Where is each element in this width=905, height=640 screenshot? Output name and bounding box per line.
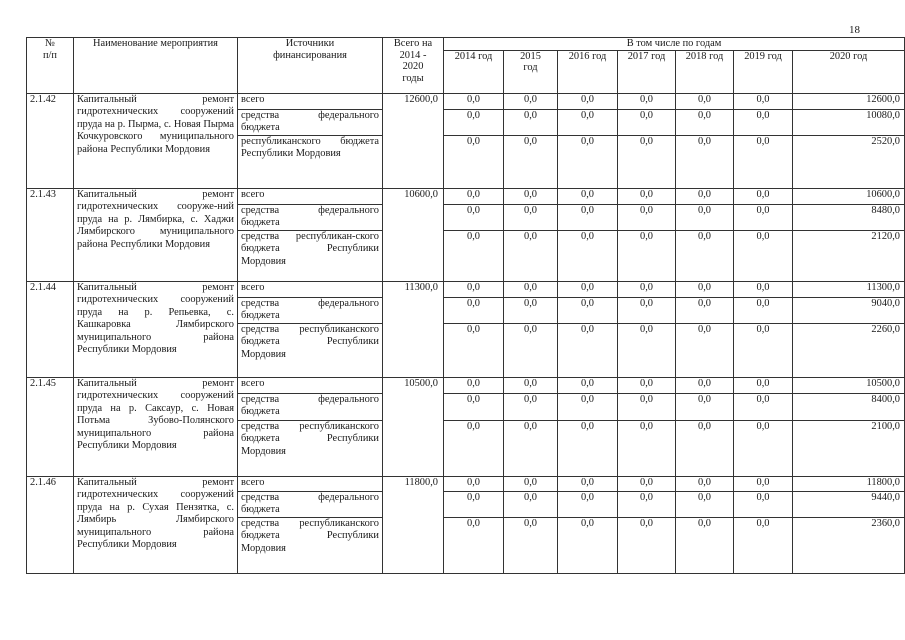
year-value: 0,0 bbox=[558, 517, 618, 573]
funding-source: республиканского бюджета Республики Мордовия bbox=[238, 135, 383, 188]
year-value: 0,0 bbox=[734, 230, 793, 281]
year-value: 0,0 bbox=[504, 297, 558, 323]
year-value: 0,0 bbox=[734, 109, 793, 135]
year-value: 0,0 bbox=[444, 188, 504, 204]
year-value: 0,0 bbox=[734, 135, 793, 188]
year-value: 0,0 bbox=[504, 230, 558, 281]
year-value: 0,0 bbox=[444, 476, 504, 491]
year-value: 0,0 bbox=[676, 393, 734, 420]
year-value: 0,0 bbox=[504, 491, 558, 517]
year-value: 0,0 bbox=[676, 377, 734, 393]
measure-number: 2.1.46 bbox=[27, 476, 74, 573]
funding-source: всего bbox=[238, 93, 383, 109]
year-value: 11800,0 bbox=[793, 476, 905, 491]
year-value: 0,0 bbox=[676, 109, 734, 135]
year-value: 0,0 bbox=[444, 323, 504, 377]
year-value: 10080,0 bbox=[793, 109, 905, 135]
header-year-2014: 2014 год bbox=[444, 50, 504, 93]
year-value: 10500,0 bbox=[793, 377, 905, 393]
year-value: 0,0 bbox=[444, 420, 504, 476]
funding-source: средства республикан-ского бюджета Республики Мордовия bbox=[238, 230, 383, 281]
total-value: 12600,0 bbox=[383, 93, 444, 188]
year-value: 0,0 bbox=[676, 476, 734, 491]
year-value: 0,0 bbox=[618, 476, 676, 491]
year-value: 0,0 bbox=[444, 491, 504, 517]
measure-number: 2.1.43 bbox=[27, 188, 74, 281]
year-value: 0,0 bbox=[504, 281, 558, 297]
header-year-2020: 2020 год bbox=[793, 50, 905, 93]
year-value: 0,0 bbox=[734, 476, 793, 491]
measure-name: Капитальный ремонт гидротехнических сооруже-ний пруда на р. Лямбирка, с. Хаджи Лямбирского муниципального района Республики Мордовия bbox=[74, 188, 238, 281]
year-value: 0,0 bbox=[558, 377, 618, 393]
header-year-2018: 2018 год bbox=[676, 50, 734, 93]
year-value: 2360,0 bbox=[793, 517, 905, 573]
year-value: 0,0 bbox=[618, 281, 676, 297]
year-value: 0,0 bbox=[444, 93, 504, 109]
year-value: 8480,0 bbox=[793, 204, 905, 230]
year-value: 0,0 bbox=[734, 420, 793, 476]
total-value: 11300,0 bbox=[383, 281, 444, 377]
table-body bbox=[27, 93, 905, 573]
funding-source: всего bbox=[238, 281, 383, 297]
year-value: 9040,0 bbox=[793, 297, 905, 323]
year-value: 0,0 bbox=[558, 230, 618, 281]
funding-source: всего bbox=[238, 377, 383, 393]
year-value: 0,0 bbox=[734, 393, 793, 420]
year-value: 0,0 bbox=[504, 517, 558, 573]
year-value: 0,0 bbox=[444, 135, 504, 188]
header-year-2016: 2016 год bbox=[558, 50, 618, 93]
funding-source: всего bbox=[238, 476, 383, 491]
year-value: 0,0 bbox=[618, 188, 676, 204]
year-value: 0,0 bbox=[444, 204, 504, 230]
year-value: 0,0 bbox=[618, 93, 676, 109]
year-value: 0,0 bbox=[618, 297, 676, 323]
header-year-2015: 2015 год bbox=[504, 50, 558, 93]
year-value: 0,0 bbox=[558, 188, 618, 204]
year-value: 0,0 bbox=[504, 93, 558, 109]
measure-name: Капитальный ремонт гидротехнических сооружений пруда на р. Сухая Пензятка, с. Лямбирь Лямбирского муниципального района Республики Мордовия bbox=[74, 476, 238, 573]
year-value: 0,0 bbox=[676, 323, 734, 377]
header-by-years: В том числе по годам bbox=[444, 38, 905, 51]
header-name: Наименование мероприятия bbox=[74, 38, 238, 94]
year-value: 0,0 bbox=[676, 93, 734, 109]
year-value: 0,0 bbox=[444, 281, 504, 297]
funding-source: средства республиканского бюджета Республики Мордовия bbox=[238, 517, 383, 573]
year-value: 0,0 bbox=[558, 135, 618, 188]
measure-number: 2.1.42 bbox=[27, 93, 74, 188]
year-value: 2520,0 bbox=[793, 135, 905, 188]
year-value: 0,0 bbox=[558, 491, 618, 517]
year-value: 11300,0 bbox=[793, 281, 905, 297]
total-value: 10600,0 bbox=[383, 188, 444, 281]
year-value: 0,0 bbox=[734, 281, 793, 297]
year-value: 8400,0 bbox=[793, 393, 905, 420]
table-row bbox=[27, 476, 905, 491]
year-value: 0,0 bbox=[504, 476, 558, 491]
year-value: 0,0 bbox=[676, 281, 734, 297]
year-value: 2260,0 bbox=[793, 323, 905, 377]
year-value: 0,0 bbox=[676, 297, 734, 323]
year-value: 0,0 bbox=[558, 393, 618, 420]
funding-source: всего bbox=[238, 188, 383, 204]
year-value: 12600,0 bbox=[793, 93, 905, 109]
funding-source: средства федерального бюджета bbox=[238, 491, 383, 517]
measure-number: 2.1.45 bbox=[27, 377, 74, 476]
year-value: 0,0 bbox=[444, 297, 504, 323]
year-value: 0,0 bbox=[444, 517, 504, 573]
year-value: 0,0 bbox=[618, 323, 676, 377]
year-value: 0,0 bbox=[676, 135, 734, 188]
funding-source: средства республиканского бюджета Республики Мордовия bbox=[238, 420, 383, 476]
year-value: 0,0 bbox=[618, 135, 676, 188]
measure-name: Капитальный ремонт гидротехнических сооружений пруда на р. Пырма, с. Новая Пырма Кочкуровского муниципального района Республики Мордовия bbox=[74, 93, 238, 188]
year-value: 2120,0 bbox=[793, 230, 905, 281]
header-year-2019: 2019 год bbox=[734, 50, 793, 93]
total-value: 10500,0 bbox=[383, 377, 444, 476]
funding-table bbox=[26, 37, 905, 574]
year-value: 0,0 bbox=[734, 204, 793, 230]
funding-source: средства федерального бюджета bbox=[238, 393, 383, 420]
year-value: 0,0 bbox=[676, 230, 734, 281]
year-value: 10600,0 bbox=[793, 188, 905, 204]
funding-source: средства республиканского бюджета Республики Мордовия bbox=[238, 323, 383, 377]
year-value: 0,0 bbox=[504, 135, 558, 188]
year-value: 0,0 bbox=[618, 109, 676, 135]
year-value: 0,0 bbox=[444, 230, 504, 281]
year-value: 9440,0 bbox=[793, 491, 905, 517]
header-year-2017: 2017 год bbox=[618, 50, 676, 93]
year-value: 0,0 bbox=[734, 188, 793, 204]
year-value: 0,0 bbox=[504, 377, 558, 393]
year-value: 0,0 bbox=[558, 93, 618, 109]
funding-source: средства федерального бюджета bbox=[238, 204, 383, 230]
measure-name: Капитальный ремонт гидротехнических сооружений пруда на р. Репьевка, с. Кашкаровка Лямбирского муниципального района Республики Мордовия bbox=[74, 281, 238, 377]
measure-number: 2.1.44 bbox=[27, 281, 74, 377]
year-value: 0,0 bbox=[558, 109, 618, 135]
year-value: 0,0 bbox=[558, 420, 618, 476]
table-row bbox=[27, 377, 905, 393]
header-source: Источники финансирования bbox=[238, 38, 383, 94]
page-number: 18 bbox=[849, 24, 860, 36]
total-value: 11800,0 bbox=[383, 476, 444, 573]
year-value: 0,0 bbox=[618, 517, 676, 573]
year-value: 0,0 bbox=[734, 377, 793, 393]
year-value: 0,0 bbox=[734, 93, 793, 109]
year-value: 0,0 bbox=[618, 491, 676, 517]
table-row bbox=[27, 281, 905, 297]
year-value: 0,0 bbox=[504, 420, 558, 476]
year-value: 0,0 bbox=[734, 323, 793, 377]
year-value: 0,0 bbox=[504, 323, 558, 377]
year-value: 0,0 bbox=[504, 393, 558, 420]
year-value: 0,0 bbox=[444, 393, 504, 420]
year-value: 0,0 bbox=[618, 230, 676, 281]
year-value: 0,0 bbox=[676, 491, 734, 517]
table-row bbox=[27, 93, 905, 109]
year-value: 0,0 bbox=[618, 204, 676, 230]
funding-source: средства федерального бюджета bbox=[238, 109, 383, 135]
year-value: 0,0 bbox=[676, 204, 734, 230]
year-value: 0,0 bbox=[504, 204, 558, 230]
year-value: 0,0 bbox=[676, 420, 734, 476]
funding-source: средства федерального бюджета bbox=[238, 297, 383, 323]
year-value: 0,0 bbox=[558, 323, 618, 377]
year-value: 0,0 bbox=[734, 297, 793, 323]
year-value: 0,0 bbox=[558, 297, 618, 323]
year-value: 0,0 bbox=[444, 109, 504, 135]
year-value: 0,0 bbox=[676, 517, 734, 573]
year-value: 0,0 bbox=[618, 420, 676, 476]
year-value: 2100,0 bbox=[793, 420, 905, 476]
year-value: 0,0 bbox=[558, 281, 618, 297]
header-num: № п/п bbox=[27, 38, 74, 94]
year-value: 0,0 bbox=[618, 393, 676, 420]
year-value: 0,0 bbox=[734, 517, 793, 573]
year-value: 0,0 bbox=[504, 188, 558, 204]
year-value: 0,0 bbox=[504, 109, 558, 135]
year-value: 0,0 bbox=[558, 476, 618, 491]
year-value: 0,0 bbox=[618, 377, 676, 393]
year-value: 0,0 bbox=[444, 377, 504, 393]
year-value: 0,0 bbox=[558, 204, 618, 230]
measure-name: Капитальный ремонт гидротехнических сооружений пруда на р. Саксаур, с. Новая Потьма Зубово-Полянского муниципального района Республики Мордовия bbox=[74, 377, 238, 476]
year-value: 0,0 bbox=[734, 491, 793, 517]
header-total: Всего на 2014 - 2020 годы bbox=[383, 38, 444, 94]
table-row bbox=[27, 188, 905, 204]
year-value: 0,0 bbox=[676, 188, 734, 204]
